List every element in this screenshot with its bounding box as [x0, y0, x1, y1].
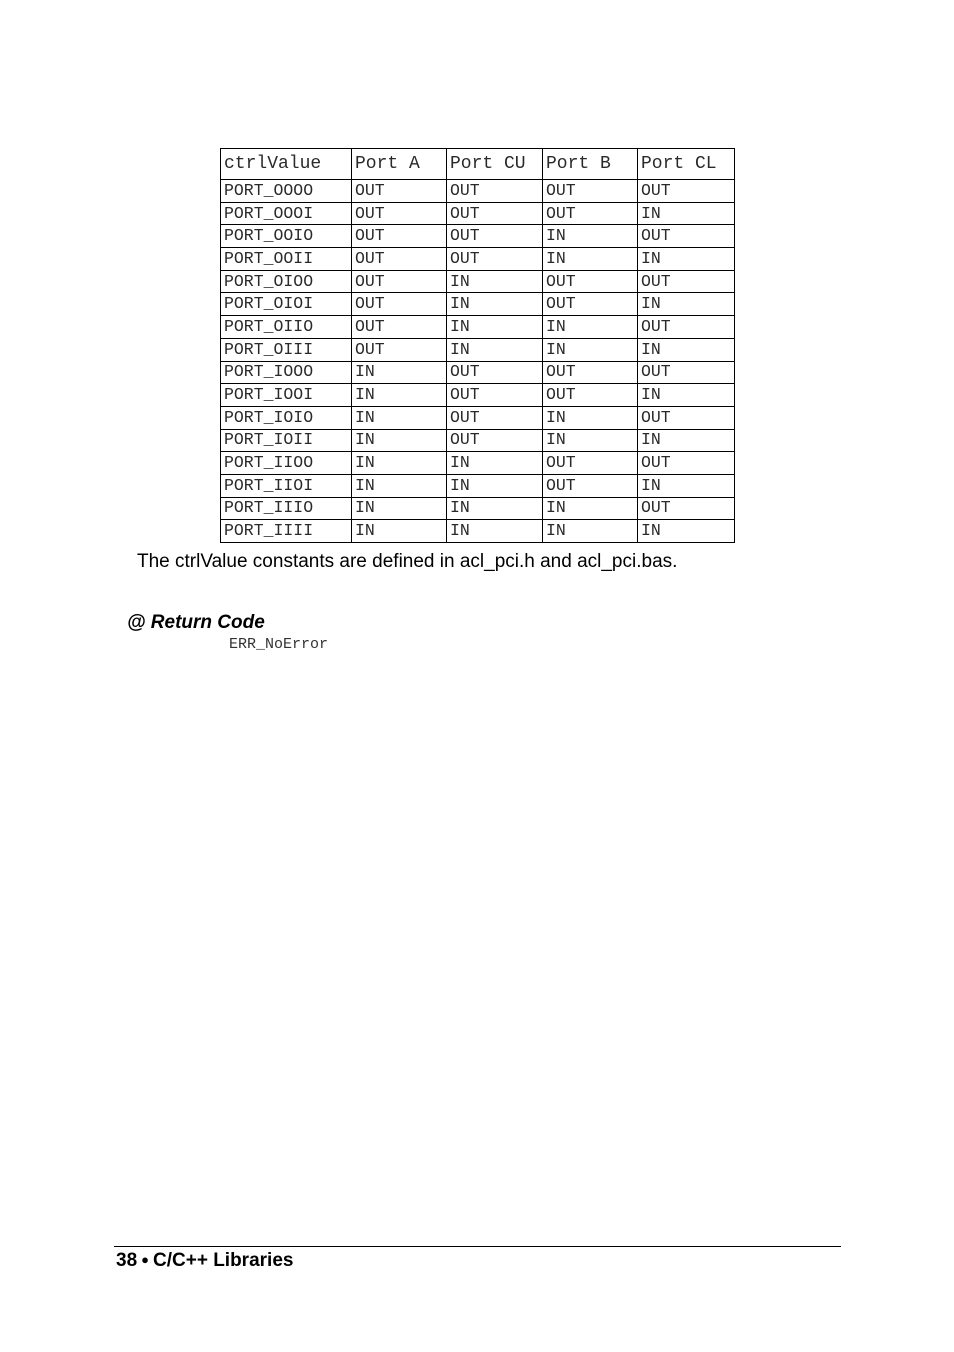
- table-row: [221, 180, 735, 203]
- return-code-heading: @ Return Code: [127, 612, 265, 633]
- port-cl-cell: IN: [638, 384, 735, 407]
- ctrl-value-cell: PORT_OOIO: [221, 225, 352, 248]
- header-port-b: Port B: [543, 149, 638, 180]
- ctrl-value-cell: PORT_OOOO: [221, 180, 352, 203]
- port-b-cell: OUT: [543, 202, 638, 225]
- table-row: [221, 520, 735, 543]
- port-cl-cell: IN: [638, 338, 735, 361]
- ctrl-value-cell: PORT_IIIO: [221, 497, 352, 520]
- port-cu-cell: OUT: [447, 361, 543, 384]
- port-cl-cell: IN: [638, 202, 735, 225]
- port-b-cell: OUT: [543, 270, 638, 293]
- table-row: [221, 406, 735, 429]
- ctrl-value-cell: PORT_IOIO: [221, 406, 352, 429]
- table-header-row: [221, 149, 735, 180]
- port-a-cell: IN: [352, 384, 447, 407]
- port-cl-cell: OUT: [638, 270, 735, 293]
- port-b-cell: OUT: [543, 361, 638, 384]
- port-b-cell: IN: [543, 497, 638, 520]
- ctrl-value-cell: PORT_IOII: [221, 429, 352, 452]
- port-cu-cell: IN: [447, 497, 543, 520]
- port-cu-cell: IN: [447, 293, 543, 316]
- port-a-cell: IN: [352, 429, 447, 452]
- page-number: 38: [116, 1250, 138, 1271]
- port-cu-cell: IN: [447, 474, 543, 497]
- port-cu-cell: OUT: [447, 384, 543, 407]
- port-cl-cell: IN: [638, 474, 735, 497]
- header-port-a: Port A: [352, 149, 447, 180]
- port-a-cell: IN: [352, 452, 447, 475]
- table-row: [221, 361, 735, 384]
- port-cu-cell: IN: [447, 338, 543, 361]
- bullet-icon: ●: [141, 1252, 149, 1267]
- port-a-cell: IN: [352, 497, 447, 520]
- ctrl-value-cell: PORT_IIII: [221, 520, 352, 543]
- port-a-cell: OUT: [352, 202, 447, 225]
- port-cl-cell: OUT: [638, 225, 735, 248]
- port-a-cell: IN: [352, 474, 447, 497]
- port-b-cell: IN: [543, 406, 638, 429]
- ctrl-value-cell: PORT_OIII: [221, 338, 352, 361]
- port-b-cell: OUT: [543, 293, 638, 316]
- table-row: [221, 429, 735, 452]
- table-row: [221, 316, 735, 339]
- port-b-cell: OUT: [543, 180, 638, 203]
- return-code-value: ERR_NoError: [229, 636, 329, 653]
- port-a-cell: OUT: [352, 316, 447, 339]
- table-body: [221, 180, 735, 543]
- ctrl-value-cell: PORT_IIOI: [221, 474, 352, 497]
- port-cl-cell: OUT: [638, 361, 735, 384]
- port-a-cell: IN: [352, 361, 447, 384]
- port-cu-cell: OUT: [447, 202, 543, 225]
- port-b-cell: IN: [543, 429, 638, 452]
- port-cl-cell: OUT: [638, 452, 735, 475]
- port-b-cell: OUT: [543, 474, 638, 497]
- page-footer: [116, 1250, 293, 1272]
- port-a-cell: OUT: [352, 225, 447, 248]
- ctrl-value-note: The ctrlValue constants are defined in acl_pci.h and acl_pci.bas.: [137, 551, 678, 572]
- port-cu-cell: OUT: [447, 225, 543, 248]
- ctrl-value-cell: PORT_IOOO: [221, 361, 352, 384]
- port-b-cell: IN: [543, 225, 638, 248]
- port-a-cell: OUT: [352, 180, 447, 203]
- port-cu-cell: OUT: [447, 248, 543, 271]
- port-b-cell: IN: [543, 248, 638, 271]
- header-ctrl-value: ctrlValue: [221, 149, 352, 180]
- port-a-cell: OUT: [352, 248, 447, 271]
- port-cu-cell: IN: [447, 270, 543, 293]
- table-row: [221, 270, 735, 293]
- port-cl-cell: OUT: [638, 180, 735, 203]
- port-b-cell: OUT: [543, 384, 638, 407]
- port-cu-cell: OUT: [447, 180, 543, 203]
- table-row: [221, 248, 735, 271]
- port-cl-cell: IN: [638, 520, 735, 543]
- ctrl-value-cell: PORT_OIIO: [221, 316, 352, 339]
- table-row: [221, 452, 735, 475]
- port-a-cell: IN: [352, 520, 447, 543]
- port-cl-cell: IN: [638, 248, 735, 271]
- port-cl-cell: OUT: [638, 316, 735, 339]
- port-a-cell: OUT: [352, 293, 447, 316]
- port-cu-cell: OUT: [447, 429, 543, 452]
- ctrl-value-cell: PORT_IIOO: [221, 452, 352, 475]
- ctrl-value-table: [220, 148, 735, 543]
- port-cl-cell: OUT: [638, 406, 735, 429]
- port-cl-cell: OUT: [638, 497, 735, 520]
- table-row: [221, 225, 735, 248]
- footer-divider: [114, 1246, 841, 1247]
- port-a-cell: IN: [352, 406, 447, 429]
- port-cu-cell: IN: [447, 316, 543, 339]
- table-row: [221, 474, 735, 497]
- port-b-cell: OUT: [543, 452, 638, 475]
- ctrl-value-cell: PORT_OIOO: [221, 270, 352, 293]
- port-b-cell: IN: [543, 316, 638, 339]
- port-cu-cell: OUT: [447, 406, 543, 429]
- port-a-cell: OUT: [352, 338, 447, 361]
- ctrl-value-cell: PORT_OOOI: [221, 202, 352, 225]
- header-port-cl: Port CL: [638, 149, 735, 180]
- table-row: [221, 384, 735, 407]
- header-port-cu: Port CU: [447, 149, 543, 180]
- port-a-cell: OUT: [352, 270, 447, 293]
- port-b-cell: IN: [543, 520, 638, 543]
- port-cu-cell: IN: [447, 520, 543, 543]
- ctrl-value-cell: PORT_IOOI: [221, 384, 352, 407]
- ctrl-value-cell: PORT_OOII: [221, 248, 352, 271]
- ctrl-value-cell: PORT_OIOI: [221, 293, 352, 316]
- table-row: [221, 293, 735, 316]
- table-row: [221, 202, 735, 225]
- port-cl-cell: IN: [638, 429, 735, 452]
- port-b-cell: IN: [543, 338, 638, 361]
- port-cl-cell: IN: [638, 293, 735, 316]
- table-row: [221, 338, 735, 361]
- footer-section-title: C/C++ Libraries: [153, 1250, 294, 1271]
- port-cu-cell: IN: [447, 452, 543, 475]
- table-row: [221, 497, 735, 520]
